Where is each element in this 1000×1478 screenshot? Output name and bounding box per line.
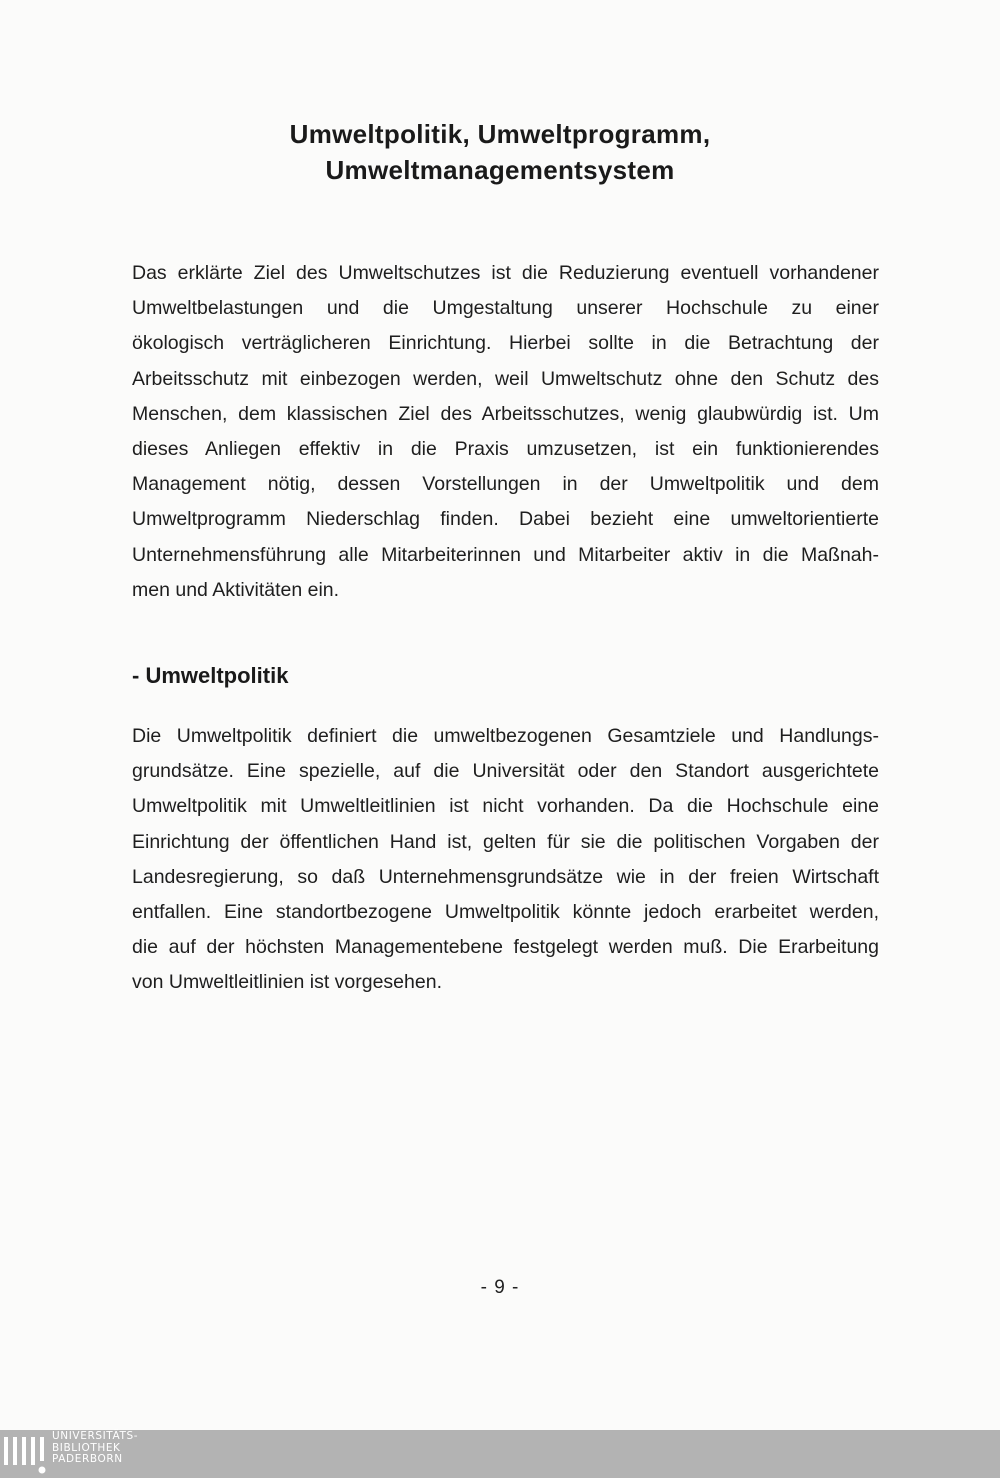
logo-text-line: BIBLIOTHEK (52, 1441, 121, 1454)
text-line: Die Umweltpolitik definiert die umweltbezogenen Gesamtziele und Handlungs- (132, 725, 879, 747)
logo-text-line: PADERBORN (52, 1453, 123, 1465)
text-line: Einrichtung der öffentlichen Hand ist, gelten für sie die politischen Vorgaben der (132, 830, 879, 853)
text-line: Management nötig, dessen Vorstellungen in der Umweltpolitik und dem (132, 473, 879, 496)
text-line: Arbeitsschutz mit einbezogen werden, weil Umweltschutz ohne den Schutz des (132, 367, 879, 390)
text-line: Umweltbelastungen und die Umgestaltung unserer Hochschule zu einer (132, 297, 879, 320)
library-logo-icon (4, 1437, 46, 1477)
text-line: dieses Anliegen effektiv in die Praxis umzusetzen, ist ein funktionierendes (132, 438, 879, 461)
text-line: Unternehmensführung alle Mitarbeiterinnen und Mitarbeiter aktiv in die Maßnah- (132, 543, 879, 566)
text-line: von Umweltleitlinien ist vorgesehen. (132, 971, 442, 994)
text-line: men und Aktivitäten ein. (132, 578, 340, 601)
section-paragraph (132, 719, 879, 1001)
logo-text-line: UNIVERSITÄTS- (52, 1430, 139, 1442)
text-line: Das erklärte Ziel des Umweltschutzes ist die Reduzierung eventuell vorhandener (132, 262, 879, 284)
library-logo-text (52, 1431, 138, 1466)
page-number: - 9 - (480, 1277, 520, 1298)
section-heading: - Umweltpolitik (132, 663, 289, 688)
text-line: Umweltprogramm Niederschlag finden. Dabei bezieht eine umweltorientierte (132, 508, 879, 531)
intro-paragraph (132, 256, 879, 608)
text-line: grundsätze. Eine spezielle, auf die Universität oder den Standort ausgerichtete (132, 760, 879, 783)
page-title-line-2: Umweltmanagementsystem (325, 155, 675, 185)
text-line: entfallen. Eine standortbezogene Umweltpolitik könnte jedoch erarbeitet werden, (132, 901, 879, 924)
text-line: ökologisch verträglicheren Einrichtung. Hierbei sollte in die Betrachtung der (132, 332, 879, 355)
page-title (0, 116, 1000, 188)
page-title-line-1: Umweltpolitik, Umweltprogramm, (289, 119, 711, 149)
text-line: Menschen, dem klassischen Ziel des Arbeitsschutzes, wenig glaubwürdig ist. Um (132, 402, 879, 425)
text-line: Umweltpolitik mit Umweltleitlinien ist nicht vorhanden. Da die Hochschule eine (132, 795, 879, 818)
text-line: die auf der höchsten Managementebene festgelegt werden muß. Die Erarbeitung (132, 936, 879, 959)
text-line: Landesregierung, so daß Unternehmensgrundsätze wie in der freien Wirtschaft (132, 865, 879, 888)
